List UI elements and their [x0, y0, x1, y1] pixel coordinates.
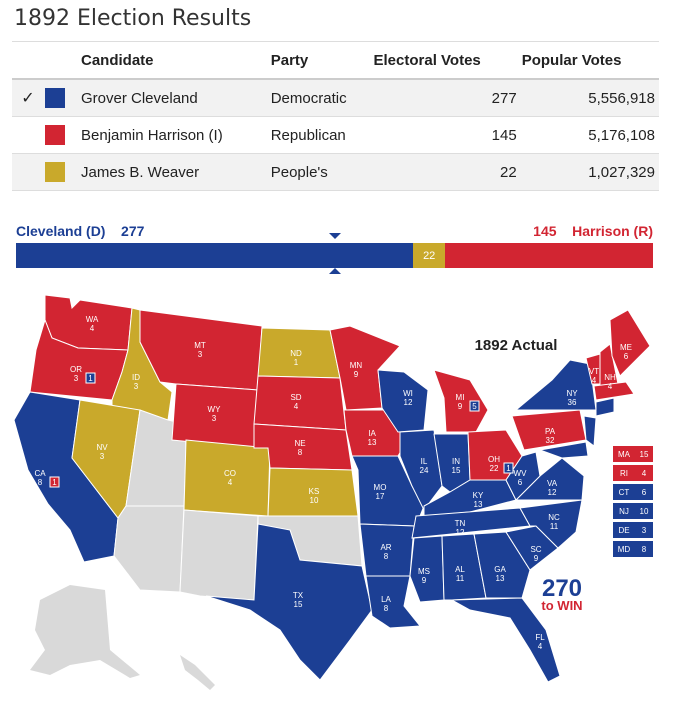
state-ev-la: 8: [383, 604, 389, 613]
state-label-fl: FL: [535, 633, 545, 642]
state-ev-co: 4: [227, 478, 233, 487]
candidate-name: Benjamin Harrison (I): [80, 117, 270, 154]
majority-marker-bottom: [329, 268, 341, 274]
state-ev-nc: 11: [549, 522, 559, 531]
majority-marker-top: [329, 233, 341, 239]
state-shape-hi[interactable]: [180, 655, 215, 690]
table-header-row: [12, 42, 659, 80]
state-ev-nh: 4: [607, 382, 613, 391]
state-shape-ak[interactable]: [30, 585, 140, 678]
state-label-la: LA: [381, 595, 391, 604]
state-label-wy: WY: [207, 405, 221, 414]
state-shape-nm[interactable]: [180, 510, 258, 600]
state-ev-nv: 3: [99, 452, 105, 461]
results-table: [12, 41, 659, 191]
state-ev-ar: 8: [383, 552, 389, 561]
table-row[interactable]: [12, 154, 659, 191]
bar-left-label: Cleveland (D) 277: [16, 223, 145, 239]
header-party: Party: [270, 42, 373, 80]
state-ev-sd: 4: [293, 402, 299, 411]
state-label-mn: MN: [349, 361, 363, 370]
bar-right-label: 145 Harrison (R): [533, 223, 653, 239]
state-ev-mt: 3: [197, 350, 203, 359]
state-label-ky: KY: [472, 491, 484, 500]
state-label-ks: KS: [308, 487, 320, 496]
state-ev-fl: 4: [537, 642, 543, 651]
popular-votes: 5,176,108: [521, 117, 659, 154]
state-label-mt: MT: [194, 341, 206, 350]
state-ev-al: 11: [455, 574, 465, 583]
electoral-votes: 22: [373, 154, 521, 191]
state-label-il: IL: [420, 457, 428, 466]
state-label-ms: MS: [418, 567, 430, 576]
state-ev-wy: 3: [211, 414, 217, 423]
state-ev-pa: 32: [545, 436, 555, 445]
state-label-nd: ND: [290, 349, 302, 358]
state-ev-ks: 10: [309, 496, 319, 505]
candidate-name: Grover Cleveland: [80, 79, 270, 117]
popular-votes: 5,556,918: [521, 79, 659, 117]
state-label-wv: WV: [513, 469, 527, 478]
state-ev-wa: 4: [89, 324, 95, 333]
state-label-sd: SD: [290, 393, 302, 402]
small-state-box-ri[interactable]: [613, 465, 653, 481]
small-state-label: DE: [618, 526, 630, 535]
state-ev-ne: 8: [297, 448, 303, 457]
state-ev-wi: 12: [403, 398, 413, 407]
split-vote-count: 5: [472, 402, 477, 411]
small-state-ev: 6: [641, 488, 647, 497]
state-label-ne: NE: [294, 439, 306, 448]
logo-270towin: [541, 575, 582, 613]
state-ev-or: 3: [73, 374, 79, 383]
winner-check-icon: [12, 154, 44, 191]
state-ev-ga: 13: [495, 574, 505, 583]
state-ev-wv: 6: [517, 478, 523, 487]
state-shape-ny[interactable]: [516, 360, 596, 410]
party-name: Democratic: [270, 79, 373, 117]
small-state-label: NJ: [619, 507, 629, 516]
state-label-va: VA: [546, 479, 558, 488]
split-vote-count: 1: [88, 374, 93, 383]
small-state-ev: 8: [641, 545, 647, 554]
state-ev-mn: 9: [353, 370, 359, 379]
popular-votes: 1,027,329: [521, 154, 659, 191]
state-shape-az[interactable]: [114, 506, 184, 592]
state-label-mi: MI: [455, 393, 465, 402]
state-label-nv: NV: [96, 443, 108, 452]
state-ev-nd: 1: [293, 358, 299, 367]
state-label-wa: WA: [85, 315, 99, 324]
party-color-swatch: [45, 88, 65, 108]
state-ev-il: 24: [419, 466, 429, 475]
state-label-pa: PA: [544, 427, 556, 436]
state-label-ar: AR: [380, 543, 392, 552]
small-state-label: RI: [620, 469, 628, 478]
header-candidate: Candidate: [80, 42, 270, 80]
party-color-swatch: [45, 125, 65, 145]
state-ev-sc: 9: [533, 554, 539, 563]
state-label-tx: TX: [292, 591, 304, 600]
map-caption: 1892 Actual: [474, 337, 558, 354]
svg-text:270: 270: [541, 575, 583, 602]
state-label-ca: CA: [34, 469, 46, 478]
state-label-or: OR: [70, 365, 82, 374]
state-ev-ca: 8: [37, 478, 43, 487]
bar-segment-democratic: [16, 243, 413, 268]
state-label-co: CO: [224, 469, 236, 478]
header-popular: Popular Votes: [521, 42, 659, 80]
us-map[interactable]: [0, 280, 681, 712]
state-shape-sd[interactable]: [254, 376, 346, 430]
small-state-ev: 10: [639, 507, 649, 516]
electoral-votes: 277: [373, 79, 521, 117]
page-title: 1892 Election Results: [14, 6, 252, 31]
small-state-label: MD: [617, 545, 631, 554]
small-state-ev: 3: [641, 526, 647, 535]
state-ev-id: 3: [133, 382, 139, 391]
small-state-label: CT: [618, 488, 630, 497]
party-name: People's: [270, 154, 373, 191]
state-label-ia: IA: [368, 429, 376, 438]
state-label-wi: WI: [403, 389, 413, 398]
state-shape-nj[interactable]: [584, 416, 596, 446]
state-label-mo: MO: [373, 483, 387, 492]
state-ev-tn: 12: [455, 528, 465, 537]
state-label-vt: VT: [588, 367, 600, 376]
state-ev-ia: 13: [367, 438, 377, 447]
state-ev-me: 6: [623, 352, 629, 361]
table-row[interactable]: [12, 117, 659, 154]
state-ev-mo: 17: [375, 492, 385, 501]
state-ev-oh: 22: [489, 464, 499, 473]
small-state-ev: 4: [641, 469, 647, 478]
state-label-me: ME: [620, 343, 632, 352]
bar-segment-republican: [445, 243, 653, 268]
electoral-bar-track: [16, 243, 653, 268]
electoral-votes: 145: [373, 117, 521, 154]
svg-text:to WIN: to WIN: [541, 598, 583, 613]
state-ev-tx: 15: [293, 600, 303, 609]
winner-check-icon: [12, 117, 44, 154]
state-label-nh: NH: [604, 373, 616, 382]
state-ev-in: 15: [451, 466, 461, 475]
candidate-name: James B. Weaver: [80, 154, 270, 191]
state-label-nc: NC: [548, 513, 560, 522]
party-color-swatch: [45, 162, 65, 182]
state-label-al: AL: [455, 565, 465, 574]
header-electoral: Electoral Votes: [373, 42, 521, 80]
small-state-label: MA: [618, 450, 630, 459]
state-label-tn: TN: [454, 519, 466, 528]
state-ev-ny: 36: [567, 398, 577, 407]
state-ev-ky: 13: [473, 500, 483, 509]
winner-check-icon: ✓: [12, 79, 44, 117]
state-label-ny: NY: [566, 389, 578, 398]
state-ev-ms: 9: [421, 576, 427, 585]
state-ev-mi: 9: [457, 402, 463, 411]
state-label-in: IN: [452, 457, 460, 466]
state-ev-va: 12: [547, 488, 557, 497]
state-ev-vt: 4: [591, 376, 597, 385]
state-label-sc: SC: [530, 545, 542, 554]
state-shape-la[interactable]: [366, 576, 420, 628]
state-label-id: ID: [132, 373, 140, 382]
table-row[interactable]: [12, 79, 659, 117]
state-label-oh: OH: [488, 455, 500, 464]
state-shape-ct[interactable]: [596, 398, 614, 416]
split-vote-count: 1: [52, 478, 57, 487]
bar-segment-peoples: 22: [413, 243, 445, 268]
split-vote-count: 1: [506, 464, 511, 473]
party-name: Republican: [270, 117, 373, 154]
state-label-ga: GA: [494, 565, 506, 574]
small-state-ev: 15: [639, 450, 649, 459]
